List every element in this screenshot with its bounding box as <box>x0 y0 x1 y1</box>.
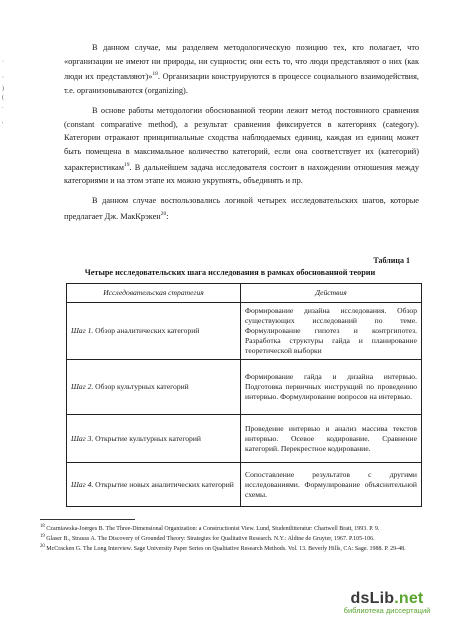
step-number: Шаг 1. <box>71 326 94 335</box>
table-row <box>67 463 422 507</box>
dslib-watermark <box>332 590 442 615</box>
watermark-subtitle: библиотека диссертаций <box>343 606 431 615</box>
research-steps-table <box>66 283 422 507</box>
footnote-19 <box>40 533 422 543</box>
step-cell <box>67 463 241 507</box>
table-label: Таблица 1 <box>373 256 410 265</box>
step-number: Шаг 3. <box>71 433 94 443</box>
paragraph-2-text: В основе работы методологии обоснованной теории лежит метод постоянного сравнения (constant comparative method), а результат сравнения фиксируется в категориях (category). Категории отражают принципиальные сходства наблюдаемых единиц, каждая из единиц может быть помещена в максимальное количество категорий, если она соответствует их (категорий) характеристикам <box>64 106 419 172</box>
footnote-divider <box>40 519 135 520</box>
paragraph-1-tail: . Организации конструируются в процессе социального взаимодействия, т.е. организовываются (organizing). <box>64 71 419 95</box>
actions-cell: Формирование дизайна исследования. Обзор существующих исследований по теме. Формулирование гипотез и контргипотез. Разработка структуры гайда и планирование теоретической выборки <box>241 303 422 360</box>
footnote-ref-18: 18 <box>152 71 158 78</box>
actions-cell: Сопоставление результатов с другими исследованиями. Формулирование объяснительной схемы. <box>241 463 422 507</box>
step-name: Обзор культурных категорий <box>93 382 189 391</box>
actions-cell: Проведение интервью и анализ массива текстов интервью. Осевое кодирование. Сравнение категорий. Перекрестное кодирование. <box>241 415 422 463</box>
footnote-18 <box>40 523 422 533</box>
step-cell <box>67 415 241 463</box>
paragraph-3-text: В данном случае воспользовались логикой четырех исследовательских шагов, которые предлагает Дж. МакКрэкен <box>64 196 419 221</box>
header-actions: Действия <box>241 284 422 303</box>
paragraph-3 <box>64 194 419 223</box>
paragraph-2-tail: . В дальнейшем задача исследователя состоит в нахождении отношения между категориями и на этом этапе их можно укрупнять, объединять и пр. <box>64 162 419 185</box>
footnote-20 <box>40 543 422 553</box>
watermark-brand-b: .net <box>394 590 424 607</box>
paragraph-3-tail: : <box>166 211 169 221</box>
step-cell <box>67 360 241 415</box>
step-number: Шаг 4. <box>71 479 94 489</box>
step-name: Обзор аналитических категорий <box>93 326 200 335</box>
step-name: Открытие новых аналитических категорий <box>93 479 234 489</box>
table-header-row <box>67 284 422 303</box>
table-row <box>67 303 422 360</box>
paragraph-2 <box>64 104 419 187</box>
footnote-number: 20 <box>40 544 45 550</box>
footnote-number: 18 <box>40 524 45 529</box>
body-text <box>64 41 419 230</box>
footnote-ref-20: 20 <box>160 211 167 218</box>
header-strategy: Исследовательская стратегия <box>67 284 241 303</box>
footnotes <box>40 523 422 554</box>
table-row <box>67 360 422 415</box>
footnote-number: 19 <box>40 534 45 540</box>
step-cell <box>67 303 241 360</box>
table-caption: Четыре исследовательских шага исследования в рамках обоснованной теории <box>84 268 376 277</box>
footnote-ref-19: 19 <box>123 161 130 168</box>
footnote-text: McCracken G. The Long Interview. Sage University Paper Series on Qualitative Research Methods. Vol. 13. Beverly Hills, CA: Sage. 1988. P. 29-48. <box>44 546 406 553</box>
footnote-text: Glaser B., Strauss A. The Discovery of Grounded Theory: Strategies for Qualitative Research. N.Y.: Aldine de Gruyter, 1967. P.105-106. <box>44 536 375 543</box>
table-row <box>67 415 422 463</box>
margin-marks: · ` ) ( . ' <box>2 59 4 128</box>
paragraph-1-text: В данном случае, мы разделяем методологическую позицию тех, кто полагает, что «организации не имеют ни природы, ни сущности; они есть то, что люди представляют о них (как люди их представляют)» <box>64 43 419 81</box>
paragraph-1 <box>64 41 419 97</box>
footnote-text: Czarniawska-Joerges B. The Three-Dimensional Organization: a Constructionist View. Lund, Studentlitteratur: Chartwell Bratt, 1993. P. 9. <box>44 526 380 532</box>
actions-cell: Формирование гайда и дизайна интервью. Подготовка первичных инструкций по проведению интервью. Формулирование вопросов на интервью. <box>241 360 422 415</box>
step-number: Шаг 2. <box>71 382 94 391</box>
step-name: Открытие культурных категорий <box>93 433 201 443</box>
watermark-brand-a: dsLib <box>350 590 395 607</box>
